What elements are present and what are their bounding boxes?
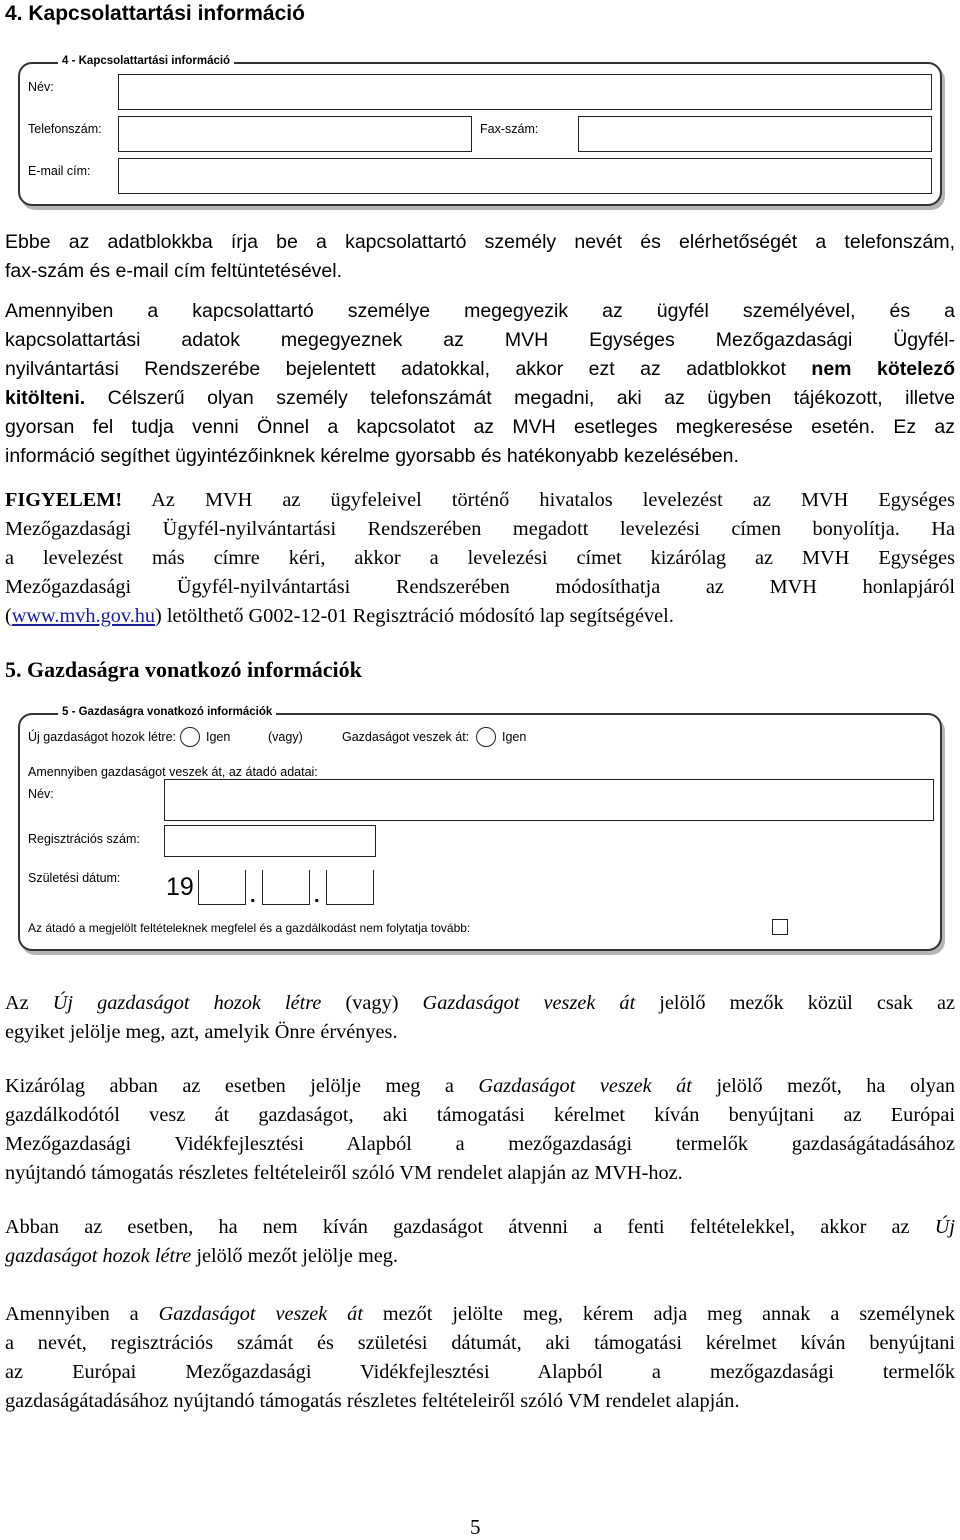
text-line: nyújtandó támogatás részletes feltételeiről szóló VM rendelet alapján az MVH-hoz. [5,1162,683,1184]
text-line: Amennyiben a kapcsolattartó személye megegyezik az ügyfél személyével, és a [5,300,955,322]
text-segment: jelölő mezők közül csak az [635,992,955,1014]
text-line: kapcsolattartási adatok megegyeznek az MVH Egységes Mezőgazdasági Ügyfél- [5,329,955,351]
new-farm-radio[interactable] [180,727,200,747]
email-label: E-mail cím: [28,164,91,178]
transferor-data-label: Amennyiben gazdaságot veszek át, az átadó adatai: [28,765,318,779]
text-segment: mezőt jelölte meg, kérem adja meg annak a személynek [362,1303,956,1325]
fax-label: Fax-szám: [480,122,539,136]
text-line [5,1242,955,1271]
text-line: fax-szám és e-mail cím feltüntetésével. [5,260,343,282]
text-line [5,1300,955,1329]
new-farm-label: Új gazdaságot hozok létre: [28,730,177,744]
contact-phone-field[interactable] [118,116,472,152]
birth-month-field[interactable] [262,870,310,905]
registration-number-label: Regisztrációs szám: [28,832,140,846]
phone-label: Telefonszám: [28,122,102,136]
section-5-paragraph-3 [5,1213,955,1271]
contact-name-field[interactable] [118,74,932,110]
farm-info-form [18,706,942,951]
text-segment: Az [5,992,53,1014]
text-segment: (vagy) [321,992,423,1014]
warning-paragraph [5,486,955,631]
take-over-radio[interactable] [476,727,496,747]
contact-email-field[interactable] [118,158,932,194]
italic-term: Új [934,1216,955,1238]
text-line: információ segíthet ügyintézőinknek kérelme gyorsabb és hatékonyabb kezelésében. [5,445,739,467]
section-5-paragraph-2 [5,1072,955,1188]
text-line: gazdaságátadásához nyújtandó támogatás részletes feltételeiről szóló VM rendelet alapján. [5,1390,740,1412]
birth-date-label: Születési dátum: [28,871,121,885]
text-segment: Amennyiben a [5,1303,159,1325]
conditions-label: Az átadó a megjelölt feltételeknek megfelel és a gazdálkodást nem folytatja tovább: [28,921,471,935]
page-number: 5 [470,1515,481,1539]
take-over-label: Gazdaságot veszek át: [342,730,470,744]
text-segment: nyilvántartási Rendszerébe bejelentett adatokkal, akkor ezt az adatblokkot [5,358,786,380]
farm-panel-title: 5 - Gazdaságra vonatkozó információk [58,706,276,718]
text-segment: Kizárólag abban az esetben jelölje meg a [5,1075,479,1097]
section-5-paragraph-1 [5,989,955,1047]
section-4-intro-paragraph [5,228,955,286]
birth-year-field[interactable] [198,870,246,905]
transferor-name-label: Név: [28,787,54,801]
text-segment: Az MVH az ügyfeleivel történő hivatalos levelezést az MVH Egységes [151,489,955,511]
text-line [5,602,955,631]
contact-info-form [18,55,942,206]
transferor-name-field[interactable] [164,779,934,821]
contact-fax-field[interactable] [578,116,932,152]
text-line [5,989,955,1018]
conditions-checkbox[interactable] [772,919,788,935]
warning-label: FIGYELEM! [5,489,123,511]
text-segment: jelölő mezőt jelölje meg. [191,1245,398,1267]
text-segment: jelölő mezőt, ha olyan [691,1075,956,1097]
italic-term: gazdaságot hozok létre [5,1245,192,1267]
section-5-heading: 5. Gazdaságra vonatkozó információk [5,657,362,682]
birth-day-field[interactable] [326,870,374,905]
text-segment: ) letölthető G002-12-01 Regisztráció módosító lap segítségével. [155,605,674,627]
italic-term: Gazdaságot veszek át [422,992,636,1014]
text-line: egyiket jelölje meg, azt, amelyik Önre érvényes. [5,1021,398,1043]
italic-term: Új gazdaságot hozok létre [52,992,322,1014]
name-label: Név: [28,80,54,94]
yes-label: Igen [502,730,527,744]
text-line: Ebbe az adatblokkba írja be a kapcsolattartó személy nevét és elérhetőségét a telefonszám, [5,231,955,253]
emphasis-fill: kitölteni. [5,387,86,409]
text-line: Mezőgazdasági Ügyfél-nyilvántartási Rendszerében módosíthatja az MVH honlapjáról [5,576,955,598]
text-line: a nevét, regisztrációs számát és születési dátumát, aki támogatási kérelmet kíván benyújtani [5,1332,955,1354]
text-line [5,1213,955,1242]
section-4-heading: 4. Kapcsolattartási információ [5,2,305,25]
text-segment: Célszerű olyan személy telefonszámát megadni, aki az ügyben tájékozott, illetve [107,387,955,409]
text-line: Mezőgazdasági Vidékfejlesztési Alapból a mezőgazdasági termelők gazdaságátadásához [5,1133,955,1155]
section-5-paragraph-4 [5,1300,955,1416]
italic-term: Gazdaságot veszek át [478,1075,692,1097]
text-segment: ( [5,605,12,627]
text-line: gyorsan fel tudja venni Önnel a kapcsolatot az MVH esetleges megkeresése esetén. Ez az [5,416,955,438]
text-segment: Abban az esetben, ha nem kíván gazdaságot átvenni a fenti feltételekkel, akkor az [5,1216,935,1238]
text-line [5,355,955,384]
date-separator: . [250,885,256,907]
text-line: gazdálkodótól vesz át gazdaságot, aki támogatási kérelmet kíván benyújtani az Európai [5,1104,955,1126]
text-line [5,384,955,413]
emphasis-not-mandatory: nem kötelező [811,358,955,380]
contact-panel-title: 4 - Kapcsolattartási információ [58,55,234,67]
text-line: Mezőgazdasági Ügyfél-nyilvántartási Rendszerében megadott levelezési címen bonyolítja. Ha [5,518,955,540]
text-line [5,1072,955,1101]
text-line: az Európai Mezőgazdasági Vidékfejlesztési Alapból a mezőgazdasági termelők [5,1361,955,1383]
text-line: a levelezést más címre kéri, akkor a levelezési címet kizárólag az MVH Egységes [5,547,955,569]
section-4-optional-paragraph [5,297,955,471]
mvh-website-link[interactable]: www.mvh.gov.hu [11,605,156,627]
text-line [5,486,955,515]
italic-term: Gazdaságot veszek át [158,1303,363,1325]
registration-number-field[interactable] [164,825,376,857]
birth-year-prefix: 19 [166,873,194,901]
date-separator: . [314,885,320,907]
or-label: (vagy) [268,730,303,744]
yes-label: Igen [206,730,231,744]
